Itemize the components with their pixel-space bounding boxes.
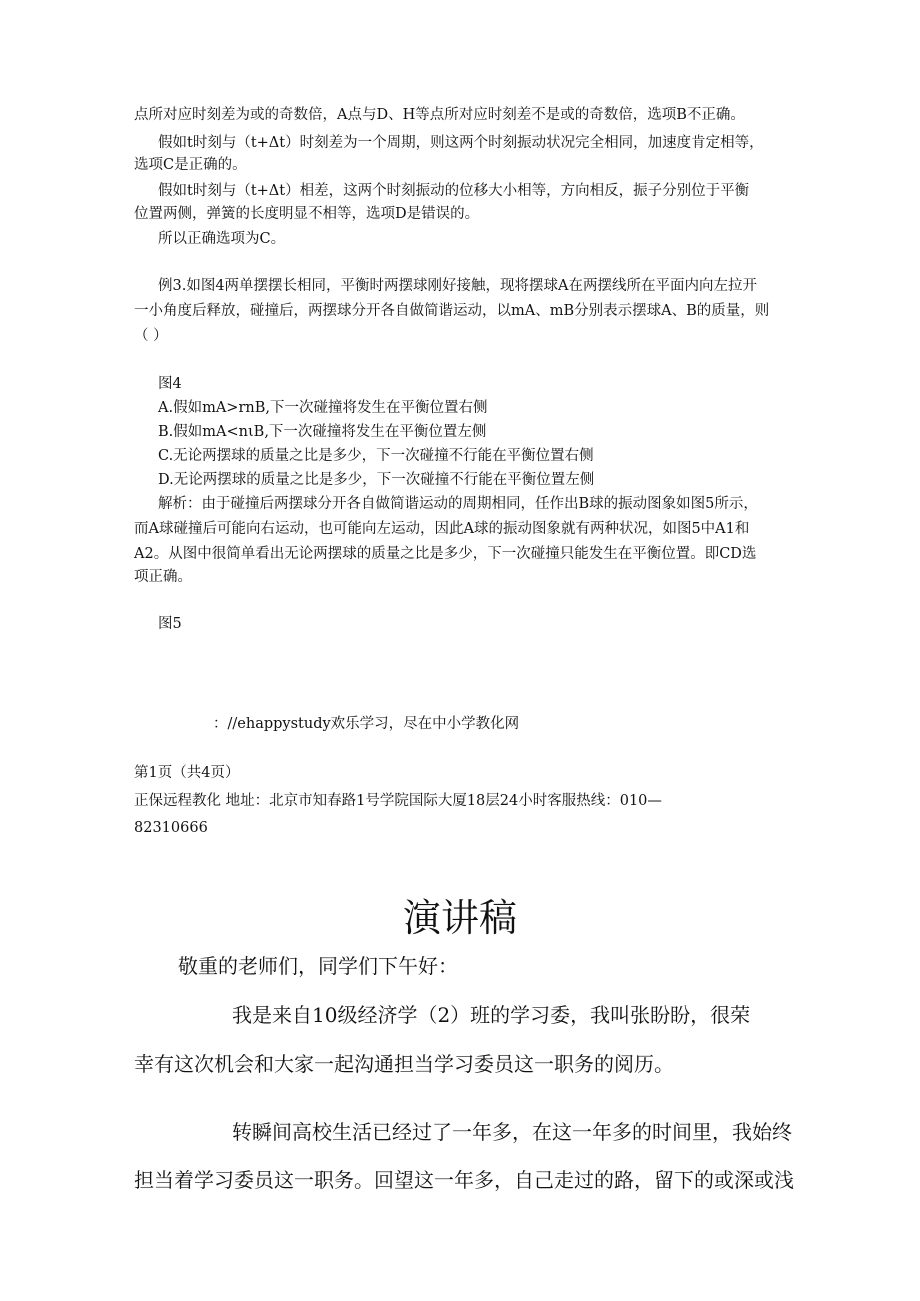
speech-paragraph-line: 担当着学习委员这一职务。回望这一年多，自己走过的路，留下的或深或浅	[134, 1168, 794, 1192]
explanation-line: 假如t时刻与（t+Δt）时刻差为一个周期，则这两个时刻振动状况完全相同，加速度肯定相等，	[158, 135, 764, 151]
figure-caption: 图5	[158, 616, 182, 632]
footer-address: 正保远程教化 地址：北京市知春路1号学院国际大厦18层24小时客服热线：010—	[134, 793, 662, 809]
analysis-line: 项正确。	[134, 569, 192, 585]
speech-paragraph-line: 转瞬间高校生活已经过了一年多，在这一年多的时间里，我始终	[232, 1120, 792, 1144]
option-a: A.假如mA>rnB,下一次碰撞将发生在平衡位置右侧	[158, 400, 488, 416]
speech-title: 演讲稿	[402, 896, 517, 940]
explanation-line: 假如t时刻与（t+Δt）相差，这两个时刻振动的位移大小相等，方向相反，振子分别位于平衡	[158, 183, 750, 199]
speech-paragraph-line: 我是来自10级经济学（2）班的学习委，我叫张盼盼，很荣	[232, 1003, 751, 1027]
analysis-line: 解析：由于碰撞后两摆球分开各自做简谐运动的周期相同，任作出B球的振动图象如图5所示，	[158, 496, 758, 512]
analysis-line: 而A球碰撞后可能向右运动，也可能向左运动，因此A球的振动图象就有两种状况，如图5中A1和	[134, 521, 750, 537]
answer-conclusion: 所以正确选项为C。	[158, 231, 286, 247]
example-question: 例3.如图4两单摆摆长相同，平衡时两摆球刚好接触，现将摆球A在两摆线所在平面内向左拉开	[158, 278, 758, 294]
analysis-line: A2。从图中很简单看出无论两摆球的质量之比是多少，下一次碰撞只能发生在平衡位置。即CD选	[134, 546, 757, 562]
explanation-line: 选项C是正确的。	[134, 157, 247, 173]
option-c: C.无论两摆球的质量之比是多少，下一次碰撞不行能在平衡位置右侧	[158, 448, 594, 464]
footer-website: ：//ehappystudy欢乐学习，尽在中小学教化网	[213, 716, 520, 732]
speech-greeting: 敬重的老师们，同学们下午好：	[178, 954, 458, 978]
speech-paragraph-line: 幸有这次机会和大家一起沟通担当学习委员这一职务的阅历。	[134, 1052, 674, 1076]
example-question: 一小角度后释放，碰撞后，两摆球分开各自做简谐运动，以mA、mB分别表示摆球A、B的质量，则	[134, 303, 770, 319]
option-b: B.假如mA<nιB,下一次碰撞将发生在平衡位置左侧	[158, 424, 487, 440]
explanation-line: 位置两侧，弹簧的长度明显不相等，选项D是错误的。	[134, 206, 480, 222]
explanation-line: 点所对应时刻差为或的奇数倍，A点与D、H等点所对应时刻差不是或的奇数倍，选项B不正确。	[134, 107, 745, 123]
page-number: 第1页（共4页）	[134, 765, 240, 781]
answer-blank: （ ）	[134, 328, 168, 344]
figure-caption: 图4	[158, 376, 182, 392]
footer-phone: 82310666	[134, 820, 208, 836]
option-d: D.无论两摆球的质量之比是多少，下一次碰撞不行能在平衡位置左侧	[158, 472, 595, 488]
